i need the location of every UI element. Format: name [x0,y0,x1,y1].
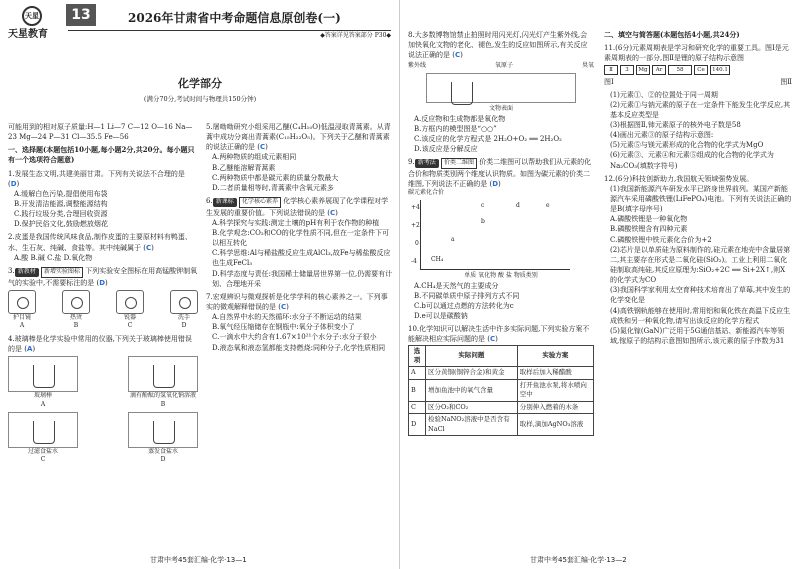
question-8-text: 8.大多数博物馆禁止拍照时用闪光灯,闪光灯产生紫外线,会加快氧化文物的老化、褪色,发生的反应如图所示,有关反应说法正确的是 [408,31,588,60]
atomic-mass-note: 可能用到的相对原子质量:H—1 Li—7 C—12 O—16 Na—23 Mg—24 P—31 Cl—35.5 Fe—56 [8,123,193,142]
right-page [400,0,800,569]
valence-chart: +4 +2 0 -4 CH₄ a b c d e [420,200,570,270]
q8-option: A.反应物和生成物都是氧化物 [414,114,506,123]
question-3: 3. 新教材 新增实验图标 下列实验安全图标在用高锰酸钾制氧气的实验中,不需要标注的是 (D) 护目镜 A 热烫 B 锐器 C 洗手 D [8,266,198,330]
table-row: D 检验NaNO₂溶液中是否含有NaCl 取样,滴加AgNO₃溶液 [409,414,594,436]
q8-option: C.该反应的化学方程式是 2H₂O+O₂ ══ 2H₂O₂ [414,135,562,144]
q5-option: B.乙醚能溶解青蒿素 [212,163,276,172]
q5-option: D.二者质量相等时,青蒿素中含氧元素多 [212,183,334,192]
question-9-answer: D [492,180,499,189]
logo [8,6,58,46]
question-1-text: 1.发展生态文明,共建美丽甘肃。下列有关说法不合理的是 [8,169,185,178]
question-2-answer: C [145,243,152,252]
q11-item: (4)画出元素③的原子结构示意图: [610,131,714,140]
q9-option: D.e可以是碳酸钠 [414,312,468,321]
question-5: 5.屠呦呦研究小组采用乙醚(C₄H₁₀O)低温浸取青蒿素。从青蒿中成功分离出青蒿素(C₁₅H₂₂O₅)。下列关于乙醚和青蒿素的说法正确的是 (C) A.两种物质的组成元素相同 B.乙醚能溶解青蒿素 C.两种物质中都是碳元素的质量分数最大 D.二者质量相等时,青蒿素中含氧元素多 [206,122,394,193]
q6-option: D.科学态度与责任:我国稀土储量居世界第一位,仍需要有计划、合理地开采 [212,269,393,288]
part-two-heading: 二、填空与简答题(本题包括4小题,共24分) [604,30,740,39]
section-subtitle: (满分70分,考试时间与物理共150分钟) [143,94,257,103]
section-header [8,76,392,110]
question-10-text: 10.化学知识可以解决生活中许多实际问题,下列实验方案不能解决相应实际问题的是 [408,325,590,344]
logo-name: 天星教育 [8,29,48,40]
header-divider [68,30,391,31]
new-curriculum-tag: 新课标 [213,198,237,207]
q12-item: (3)我国科学家利用太空育种技术培育出了草莓,其中发生的化学变化是 [610,286,791,305]
table-row: A 区分黄铜(铜锌合金)和黄金 取样后加入稀醋酸 [409,367,594,379]
sharp-object-icon: 锐器 C [116,290,144,331]
question-6: 6. 新课标 化学核心素养 化学核心素养展现了化学课程对学生发展的重要价值。下列说法错误的是 (C) A.科学探究与实践:测定土壤的pH有利于农作物的种植 B.化学观念:CO₂和CO的化学性质不同,但在一定条件下可以相互转化 C.科学思维:Al与稀盐酸反应生成AlCl₃,故Fe与稀盐酸反应也生成FeCl₃ D.科学态度与责任:我国稀土储量居世界第一位,仍需要有计划、合理地开采 [206,196,393,288]
uv-reaction-diagram [408,62,594,71]
left-column-a [8,122,198,468]
question-2-text: 2.皮蛋是我国传统风味食品,制作皮蛋的主要原材料有鸭蛋、水、生石灰、纯碱、食盐等。其中纯碱属于 [8,233,192,252]
part-one-heading: 一、选择题(本题包括10小题,每小题2分,共20分。每小题只有一个选项符合题意) [8,145,195,165]
q9-option: B.不同碳单质中原子排列方式不同 [414,291,520,300]
page-footer: 甘肃中考45套汇编·化学·13—2 [530,555,627,564]
table-row: B 增加鱼池中的氧气含量 打开鱼池水泵,将水喷向空中 [409,379,594,401]
q1-option: D.保护民俗文化,鼓励燃放烟花 [14,220,108,229]
page-title: 2026年甘肃省中考命题信息原创卷(一) [128,11,341,25]
paper-number-badge: 13 [66,4,96,26]
artifact-surface-label: 文物表面 [488,105,513,113]
question-7: 7.宏观辨识与微观探析是化学学科的核心素养之一。下列事实的微观解释错误的是 (C) A.自然界中水的天然循环:水分子不断运动的结果 B.氧气经压缩储存在钢瓶中:氧分子体积变小了 C.一滴水中大约含有1.67×10²¹个水分子:水分子很小 D.液态氧和液态氢都能支持燃烧:同种分子,化学性质相同 [206,292,394,353]
core-literacy-tag: 化学核心素养 [239,197,281,208]
right-column-b [604,30,792,349]
q7-option: A.自然界中水的天然循环:水分子不断运动的结果 [212,313,362,322]
q1-option: A.缓解白色污染,提倡使用布袋 [14,189,108,198]
question-8: 8.大多数博物馆禁止拍照时用闪光灯,闪光灯产生紫外线,会加快氧化文物的老化、褪色,发生的反应如图所示,有关反应说法正确的是 (C) 紫外线 氧原子 臭氧 文物表面 A.反应物和生成物都是氧化物 B.方框内的模型图是“○○” C.该反应的化学方程式是 2H₂O+O₂ ══ 2H₂O₂ D.该反应是分解反应 [408,31,594,154]
q11-item: (2)元素①与钠元素的原子在一定条件下能发生化学反应,其基本反应类型是 [610,100,791,119]
question-11-text: 11.(6分)元素周期表是学习和研究化学的重要工具。图Ⅰ是元素周期表的一部分,图Ⅱ是锂的原子结构示意图 [604,44,789,63]
figure-labels: 图Ⅰ 图Ⅱ [604,78,792,87]
q11-item: (3)根据图Ⅱ,铈元素原子的核外电子数是58 [610,120,741,129]
q6-option: C.科学思维:Al与稀盐酸反应生成AlCl₃,故Fe与稀盐酸反应也生成FeCl₃ [212,249,391,268]
q11-item: (5)元素⑤与镁元素形成的化合物的化学式为MgO [610,141,764,150]
glass-rod-figures-top [8,356,198,409]
question-3-text: 下列实验安全图标在用高锰酸钾制氧气的实验中,不需要标注的是 [8,266,198,287]
wash-hands-icon: 洗手 D [170,290,198,331]
q12-item: B.磷酸铁锂含有四种元素 [610,225,688,234]
right-column-a [408,30,594,439]
question-5-answer: C [259,143,266,152]
q2-options: A.酸 B.碱 C.盐 D.氧化物 [14,253,93,262]
question-9-text: 价类二维图可以帮助我们从元素的化合价和物质类别两个维度认识物质。如图为碳元素的价类二维图,下列说法不正确的是 [408,158,592,189]
section-title: 化学部分 [178,77,222,90]
uv-label: 紫外线 [408,62,427,70]
new-method-tag: 新考法 [415,159,439,168]
table-row: C 区分O₂和CO₂ 分别伸入燃着的木条 [409,401,594,413]
question-2: 2.皮蛋是我国传统风味食品,制作皮蛋的主要原材料有鸭蛋、水、生石灰、纯碱、食盐等。其中纯碱属于 (C) A.酸 B.碱 C.盐 D.氧化物 [8,232,198,262]
page-footer: 甘肃中考45套汇编·化学·13—1 [150,555,247,564]
question-10: 10.化学知识可以解决生活中许多实际问题,下列实验方案不能解决相应实际问题的是 (C) 选项 实际问题 实验方案 A 区分黄铜(铜锌合金)和黄金 取样后加入稀醋酸 B 增加鱼池中的氧气含量 打开鱼池水泵,将水喷向空中 C 区分O₂和CO₂ 分别伸入燃着的木条 D 检验NaNO₂溶液中是否含有NaCl 取样,滴加AgNO₃溶液 [408,324,594,436]
left-column-b [206,122,394,356]
new-textbook-tag: 新教材 [15,268,39,277]
q12-item: (5)氮化镓(GaN)广泛用于5G通信基站、新能源汽车等领域,镓原子的结构示意图如图所示,该元素的原子序数为31 [610,326,785,345]
glass-rod-figures-bottom [8,412,198,465]
q9-option: A.CH₄是天然气的主要成分 [414,281,499,290]
page-header [8,4,391,60]
question-10-answer: C [489,335,496,344]
question-12-text: 12.(6分)科技创新助力,我国航天领域强势发展。 [604,174,754,183]
valence-chart-tag: 价类二维图 [441,158,477,169]
question-4: 4.玻璃棒是化学实验中常用的仪器,下列关于玻璃棒使用错误的是 (A) 玻璃棒 A 滴有酚酞的氢氧化钠溶液 B 过滤食盐水 C 蒸发食盐水 D [8,335,196,464]
goggles-icon: 护目镜 A [8,290,36,331]
question-11 [604,43,792,171]
q9-option: C.b可以通过点燃的方法转化为c [414,301,514,310]
q12-item: C.磷酸铁锂中铁元素化合价为+2 [610,235,712,244]
new-lab-icon-tag: 新增实验图标 [41,267,83,278]
question-4-text: 4.玻璃棒是化学实验中常用的仪器,下列关于玻璃棒使用错误的是 [8,335,192,354]
ozone-label: 臭氧 [581,62,594,70]
question-1: 1.发展生态文明,共建美丽甘肃。下列有关说法不合理的是 (D) A.缓解白色污染,提倡使用布袋 B.开发清洁能源,调整能源结构 C.践行垃圾分类,合理回收资源 D.保护民俗文化,鼓励燃放烟花 [8,169,198,230]
q12-item: (4)高铁钢轨能够在使用时,常用铝和氧化铁在高温下反应生成铁和另一种氧化物,请写出该反应的化学方程式 [610,306,791,325]
question-4-answer: A [26,345,33,354]
safety-icons-row [8,290,198,331]
q6-option: A.科学探究与实践:测定土壤的pH有利于农作物的种植 [212,218,380,227]
periodic-table-fragment: Ⅱ 3 Mg Ar 58 Ce 140.1 [604,65,792,75]
hot-surface-icon: 热烫 B [62,290,90,331]
q6-option: B.化学观念:CO₂和CO的化学性质不同,但在一定条件下可以相互转化 [212,228,389,248]
q7-option: C.一滴水中大约含有1.67×10²¹个水分子:水分子很小 [212,333,377,342]
question-5-text: 5.屠呦呦研究小组采用乙醚(C₄H₁₀O)低温浸取青蒿素。从青蒿中成功分离出青蒿素(C₁₅H₂₂O₅)。下列关于乙醚和青蒿素的说法正确的是 [206,123,391,152]
question-7-text: 7.宏观辨识与微观探析是化学学科的核心素养之一。下列事实的微观解释错误的是 [206,292,388,311]
question-6-answer: C [329,208,336,217]
chart-x-label: 单质 氧化物 酸 盐 物质类别 [464,272,538,280]
question-12 [604,174,792,346]
q1-option: B.开发清洁能源,调整能源结构 [14,199,108,208]
q12-item: (1)我国新能源汽车研发水平已跻身世界前列。某国产新能源汽车采用磷酸铁锂(LiFePO₄)电池。下列有关说法正确的是B(填字母序号) [610,184,792,214]
q5-option: C.两种物质中都是碳元素的质量分数最大 [212,173,339,182]
question-9: 9. 新考法 价类二维图 价类二维图可以帮助我们从元素的化合价和物质类别两个维度认识物质。如图为碳元素的价类二维图,下列说法不正确的是 (D) 碳元素化合价 +4 +2 0 -4 CH₄ a b c d e 单质 氧化物 酸 盐 物质类别 A.CH₄是天然气的主要成分 B.不同碳单质中原子排列方式不同 C.b可以通过点燃的方法转化为c D.e可以是碳酸钠 [408,157,594,321]
q11-item: (1)元素①、②的位置处于同一周期 [610,90,718,99]
figure-c: 过滤食盐水 C [8,412,78,465]
q1-option: C.践行垃圾分类,合理回收资源 [14,210,108,219]
answer-note: ◆答案详见答案部分 P30◆ [320,32,391,39]
table-header-row: 选项 实际问题 实验方案 [409,345,594,367]
q12-item: (2)芯片是以单质硅为原料制作的,硅元素在地壳中含量居第二,其主要存在形式是二氧化硅(SiO₂)。工业上利用二氧化硅制取高纯硅,其反应原理为:SiO₂+2C ══ Si+2X↑,则X的化学式为CO [610,245,791,285]
figure-d: 蒸发食盐水 D [128,412,198,465]
q7-option: B.氧气经压缩储存在钢瓶中:氧分子体积变小了 [212,323,355,332]
q7-option: D.液态氧和液态氢都能支持燃烧:同种分子,化学性质相同 [212,343,386,352]
q12-item: A.磷酸铁锂是一种氧化物 [610,215,688,224]
figure-b: 滴有酚酞的氢氧化钠溶液 B [128,356,198,409]
chart-y-label: 碳元素化合价 [408,189,445,197]
figure-a: 玻璃棒 A [8,356,78,409]
question-8-answer: C [454,51,461,60]
question-6-text: 化学核心素养展现了化学课程对学生发展的重要价值。下列说法错误的是 [206,196,389,217]
oxygen-atom-label: 氧原子 [494,62,513,70]
question-7-answer: C [280,302,287,311]
experiment-table [408,345,594,436]
artifact-surface-figure [426,73,576,103]
logo-mark: 天星 [22,6,42,26]
q8-option: D.该反应是分解反应 [414,145,478,154]
q11-item: (6)元素③、元素④和元素⑤组成的化合物的化学式为Na₂CO₃(填数字符号) [610,151,774,170]
q8-option: B.方框内的模型图是“○○” [414,124,497,133]
q5-option: A.两种物质的组成元素相同 [212,153,297,162]
question-1-answer: D [10,179,17,188]
question-3-answer: D [99,278,106,287]
